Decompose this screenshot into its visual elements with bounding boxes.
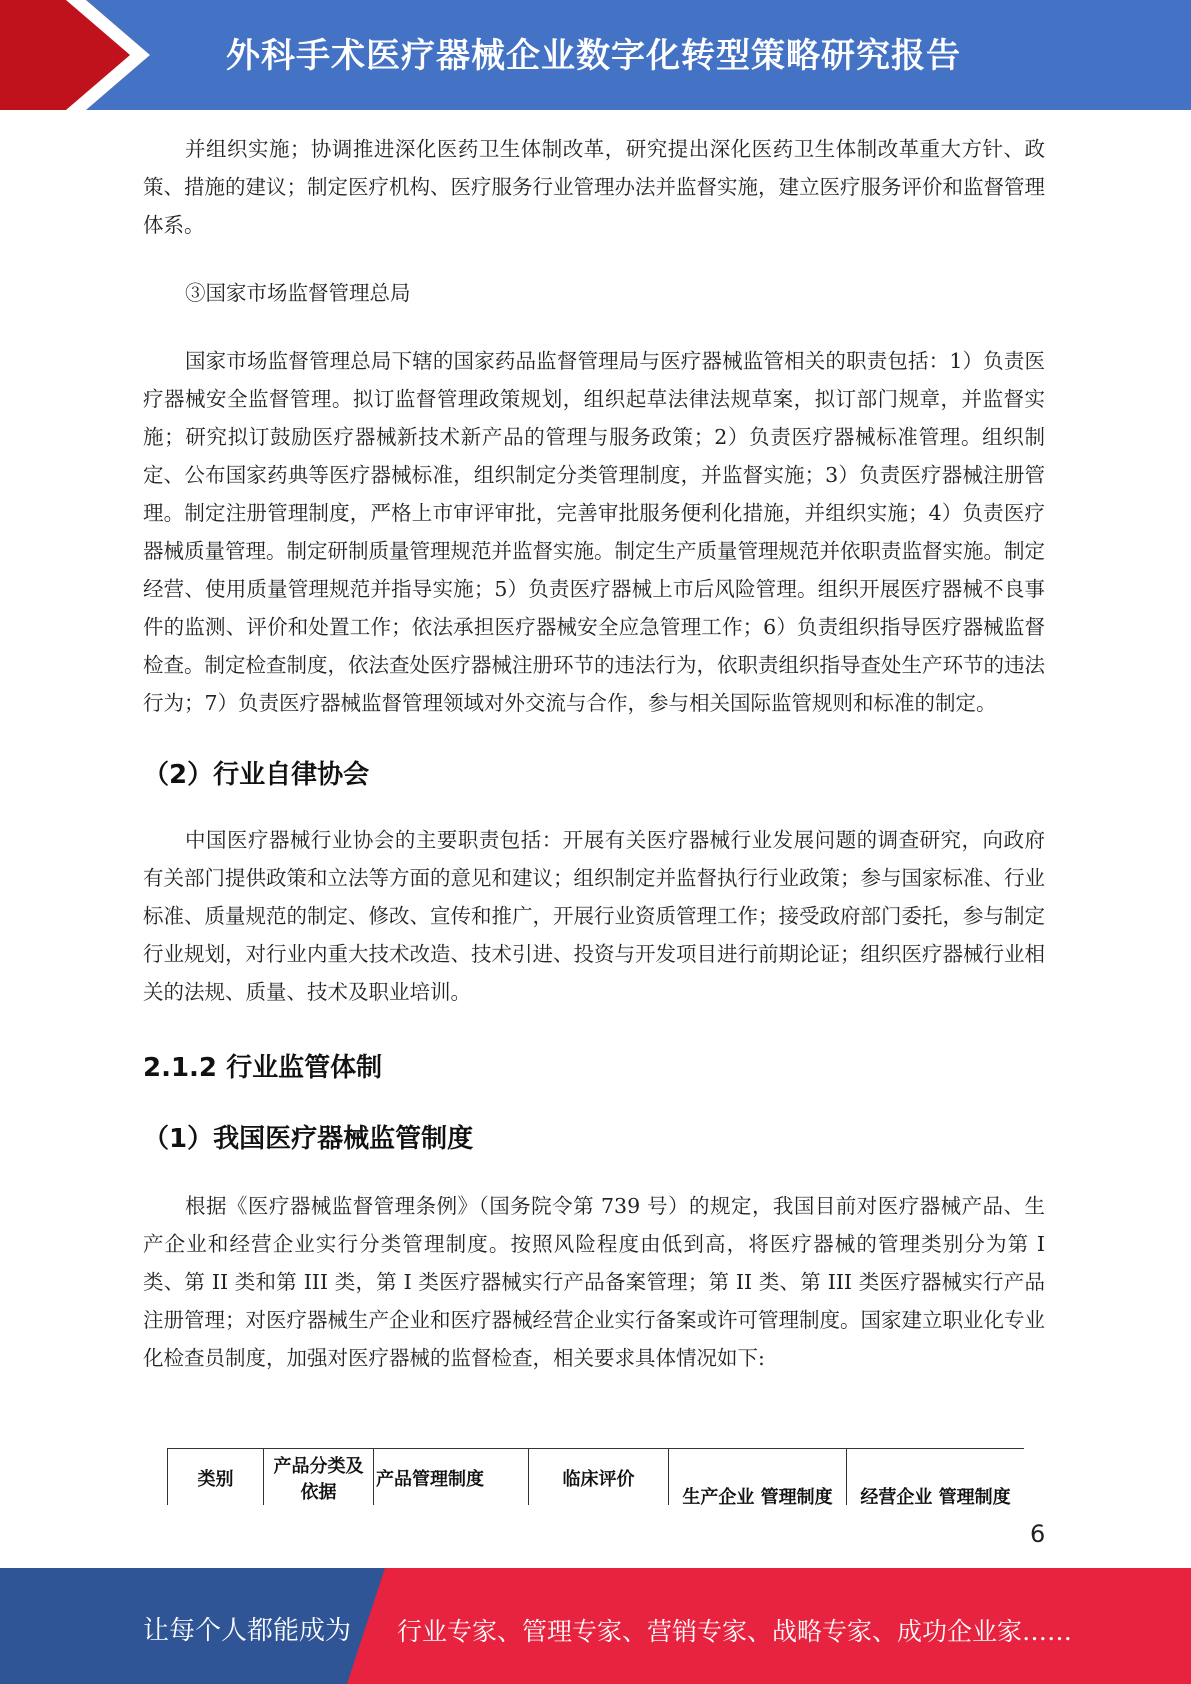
table-header-cell: 产品管理制度	[374, 1449, 529, 1506]
table-header-cell: 经营企业 管理制度	[847, 1449, 1025, 1506]
page-header	[0, 0, 1191, 110]
table-header-cell: 产品分类及依据	[264, 1449, 374, 1506]
report-title: 外科手术医疗器械企业数字化转型策略研究报告	[226, 36, 961, 76]
paragraph-regulations: 根据《医疗器械监督管理条例》（国务院令第 739 号）的规定，我国目前对医疗器械产品、生产企业和经营企业实行分类管理制度。按照风险程度由低到高，将医疗器械的管理类别分为第 I 类、第 II 类和第 III 类，第 I 类医疗器械实行产品备案管理；第 II 类、第 III 类医疗器械实行产品注册管理；对医疗器械生产企业和医疗器械经营企业实行备案或许可管理制度。国家建立职业化专业化检查员制度，加强对医疗器械的监督检查，相关要求具体情况如下:	[143, 1194, 1045, 1370]
footer-slogan-left: 让每个人都能成为	[143, 1616, 352, 1646]
paragraph-association-duties: 中国医疗器械行业协会的主要职责包括：开展有关医疗器械行业发展问题的调查研究，向政府有关部门提供政策和立法等方面的意见和建议；组织制定并监督执行行业政策；参与国家标准、行业标准、质量规范的制定、修改、宣传和推广，开展行业资质管理工作；接受政府部门委托，参与制定行业规划，对行业内重大技术改造、技术引进、投资与开发项目进行前期论证；组织医疗器械行业相关的法规、质量、技术及职业培训。	[143, 828, 1045, 1004]
header-chevron-decoration	[0, 0, 160, 110]
paragraph-continuation: 并组织实施；协调推进深化医药卫生体制改革，研究提出深化医药卫生体制改革重大方针、政策、措施的建议；制定医疗机构、医疗服务行业管理办法并监督实施，建立医疗服务评价和监督管理体系。	[143, 137, 1045, 237]
section-heading-2-1-2: 2.1.2 行业监管体制	[143, 1053, 383, 1083]
heading-regulatory-system: （1）我国医疗器械监管制度	[143, 1124, 474, 1154]
table-header-cell: 类别	[168, 1449, 264, 1506]
page-content	[143, 130, 1045, 1377]
classification-table	[167, 1448, 1024, 1505]
subheading-samr: ③国家市场监督管理总局	[185, 281, 411, 305]
page-number: 6	[1030, 1520, 1046, 1548]
footer-slogan-right: 行业专家、管理专家、营销专家、战略专家、成功企业家……	[397, 1617, 1073, 1646]
table-header-cell: 生产企业 管理制度	[669, 1449, 847, 1506]
heading-industry-association: （2）行业自律协会	[143, 760, 370, 790]
page-footer	[0, 1568, 1191, 1684]
table-header-row	[168, 1449, 1025, 1506]
table-header-cell: 临床评价	[529, 1449, 669, 1506]
paragraph-samr-duties: 国家市场监督管理总局下辖的国家药品监督管理局与医疗器械监管相关的职责包括：1）负责医疗器械安全监督管理。拟订监督管理政策规划，组织起草法律法规草案，拟订部门规章，并监督实施；研究拟订鼓励医疗器械新技术新产品的管理与服务政策；2）负责医疗器械标准管理。组织制定、公布国家药典等医疗器械标准，组织制定分类管理制度，并监督实施；3）负责医疗器械注册管理。制定注册管理制度，严格上市审评审批，完善审批服务便利化措施，并组织实施；4）负责医疗器械质量管理。制定研制质量管理规范并监督实施。制定生产质量管理规范并依职责监督实施。制定经营、使用质量管理规范并指导实施；5）负责医疗器械上市后风险管理。组织开展医疗器械不良事件的监测、评价和处置工作；依法承担医疗器械安全应急管理工作；6）负责组织指导医疗器械监督检查。制定检查制度，依法查处医疗器械注册环节的违法行为，依职责组织指导查处生产环节的违法行为；7）负责医疗器械监督管理领域对外交流与合作，参与相关国际监管规则和标准的制定。	[143, 349, 1045, 715]
